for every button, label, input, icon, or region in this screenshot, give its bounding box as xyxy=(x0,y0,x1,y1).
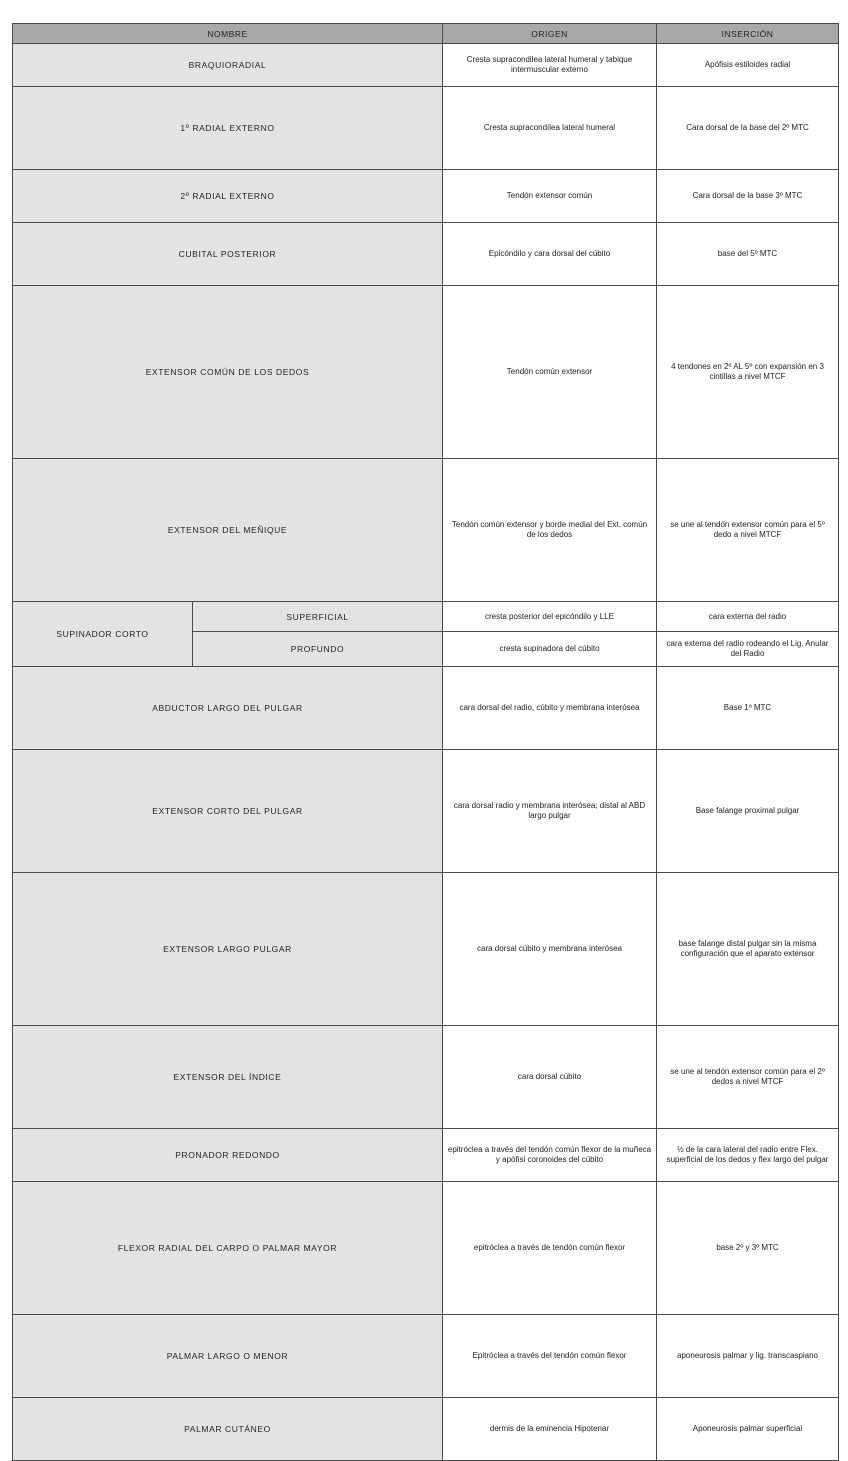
insertion-cell: Base 1º MTC xyxy=(657,667,839,750)
header-nombre: NOMBRE xyxy=(13,24,443,44)
muscle-subpart-label: PROFUNDO xyxy=(193,632,443,667)
insertion-cell: Cara dorsal de la base del 2º MTC xyxy=(657,87,839,170)
table-row xyxy=(13,44,839,87)
table-row xyxy=(13,1398,839,1461)
muscle-table xyxy=(12,23,839,1461)
muscle-name: EXTENSOR DEL ÍNDICE xyxy=(13,1026,443,1129)
insertion-cell: ½ de la cara lateral del radio entre Flex. superficial de los dedos y flex largo del pulgar xyxy=(657,1129,839,1182)
table-row xyxy=(13,750,839,873)
table-row xyxy=(13,1026,839,1129)
insertion-cell: cara externa del radio rodeando el Lig. Anular del Radio xyxy=(657,632,839,667)
table-row xyxy=(13,223,839,286)
header-origen: ORIGEN xyxy=(443,24,657,44)
insertion-cell: Apófisis estiloides radial xyxy=(657,44,839,87)
table-row xyxy=(13,170,839,223)
muscle-name: EXTENSOR LARGO PULGAR xyxy=(13,873,443,1026)
table-row xyxy=(13,459,839,602)
insertion-cell: base del 5º MTC xyxy=(657,223,839,286)
muscle-name: CUBITAL POSTERIOR xyxy=(13,223,443,286)
origin-cell: Tendón común extensor xyxy=(443,286,657,459)
origin-cell: Tendón extensor común xyxy=(443,170,657,223)
table-row xyxy=(13,1315,839,1398)
origin-cell: Cresta supracondilea lateral humeral y tabique intermuscular externo xyxy=(443,44,657,87)
origin-cell: cara dorsal cúbito xyxy=(443,1026,657,1129)
insertion-cell: se une al tendón extensor común para el 5º dedo a nivel MTCF xyxy=(657,459,839,602)
insertion-cell: base falange distal pulgar sin la misma configuración que el aparato extensor xyxy=(657,873,839,1026)
origin-cell: dermis de la eminencia Hipotenar xyxy=(443,1398,657,1461)
origin-cell: Tendón común extensor y borde medial del Ext. común de los dedos xyxy=(443,459,657,602)
origin-cell: cara dorsal radio y membrana interósea; distal al ABD largo pulgar xyxy=(443,750,657,873)
origin-cell: Epicóndilo y cara dorsal del cúbito xyxy=(443,223,657,286)
origin-cell: epitróclea a través del tendón común flexor de la muñeca y apófisi coronoides del cúbito xyxy=(443,1129,657,1182)
muscle-name: PALMAR CUTÁNEO xyxy=(13,1398,443,1461)
muscle-name: EXTENSOR COMÚN DE LOS DEDOS xyxy=(13,286,443,459)
origin-cell: epitróclea a través de tendón común flexor xyxy=(443,1182,657,1315)
header-row xyxy=(13,24,839,44)
origin-cell: cresta supinadora del cúbito xyxy=(443,632,657,667)
origin-cell: cara dorsal del radio, cúbito y membrana interósea xyxy=(443,667,657,750)
table-row xyxy=(13,667,839,750)
header-insercion: INSERCIÓN xyxy=(657,24,839,44)
origin-cell: cresta posterior del epicóndilo y LLE xyxy=(443,602,657,632)
muscle-name: ABDUCTOR LARGO DEL PULGAR xyxy=(13,667,443,750)
insertion-cell: se une al tendón extensor común para el 2º dedos a nivel MTCF xyxy=(657,1026,839,1129)
insertion-cell: Aponeurosis palmar superficial xyxy=(657,1398,839,1461)
origin-cell: Epitróclea a través del tendón común flexor xyxy=(443,1315,657,1398)
muscle-name: FLEXOR RADIAL DEL CARPO O PALMAR MAYOR xyxy=(13,1182,443,1315)
insertion-cell: Cara dorsal de la base 3º MTC xyxy=(657,170,839,223)
muscle-name: 2º RADIAL EXTERNO xyxy=(13,170,443,223)
table-row xyxy=(13,873,839,1026)
table-row xyxy=(13,286,839,459)
origin-cell: Cresta supracondílea lateral humeral xyxy=(443,87,657,170)
muscle-subpart-label: SUPERFICIAL xyxy=(193,602,443,632)
table-row xyxy=(13,87,839,170)
insertion-cell: Base falange proximal pulgar xyxy=(657,750,839,873)
insertion-cell: base 2º y 3º MTC xyxy=(657,1182,839,1315)
muscle-name: PRONADOR REDONDO xyxy=(13,1129,443,1182)
muscle-name: EXTENSOR DEL MEÑIQUE xyxy=(13,459,443,602)
table-row-supinador-superficial xyxy=(13,602,839,632)
muscle-name: 1º RADIAL EXTERNO xyxy=(13,87,443,170)
insertion-cell: 4 tendones en 2º AL 5º con expansión en 3 cintillas a nivel MTCF xyxy=(657,286,839,459)
muscle-name: PALMAR LARGO O MENOR xyxy=(13,1315,443,1398)
muscle-name: BRAQUIORADIAL xyxy=(13,44,443,87)
insertion-cell: cara externa del radio xyxy=(657,602,839,632)
origin-cell: cara dorsal cúbito y membrana interósea xyxy=(443,873,657,1026)
muscle-name: EXTENSOR CORTO DEL PULGAR xyxy=(13,750,443,873)
muscle-name: SUPINADOR CORTO xyxy=(13,602,193,667)
table-row xyxy=(13,1182,839,1315)
insertion-cell: aponeurosis palmar y lig. transcaspiano xyxy=(657,1315,839,1398)
table-row xyxy=(13,1129,839,1182)
